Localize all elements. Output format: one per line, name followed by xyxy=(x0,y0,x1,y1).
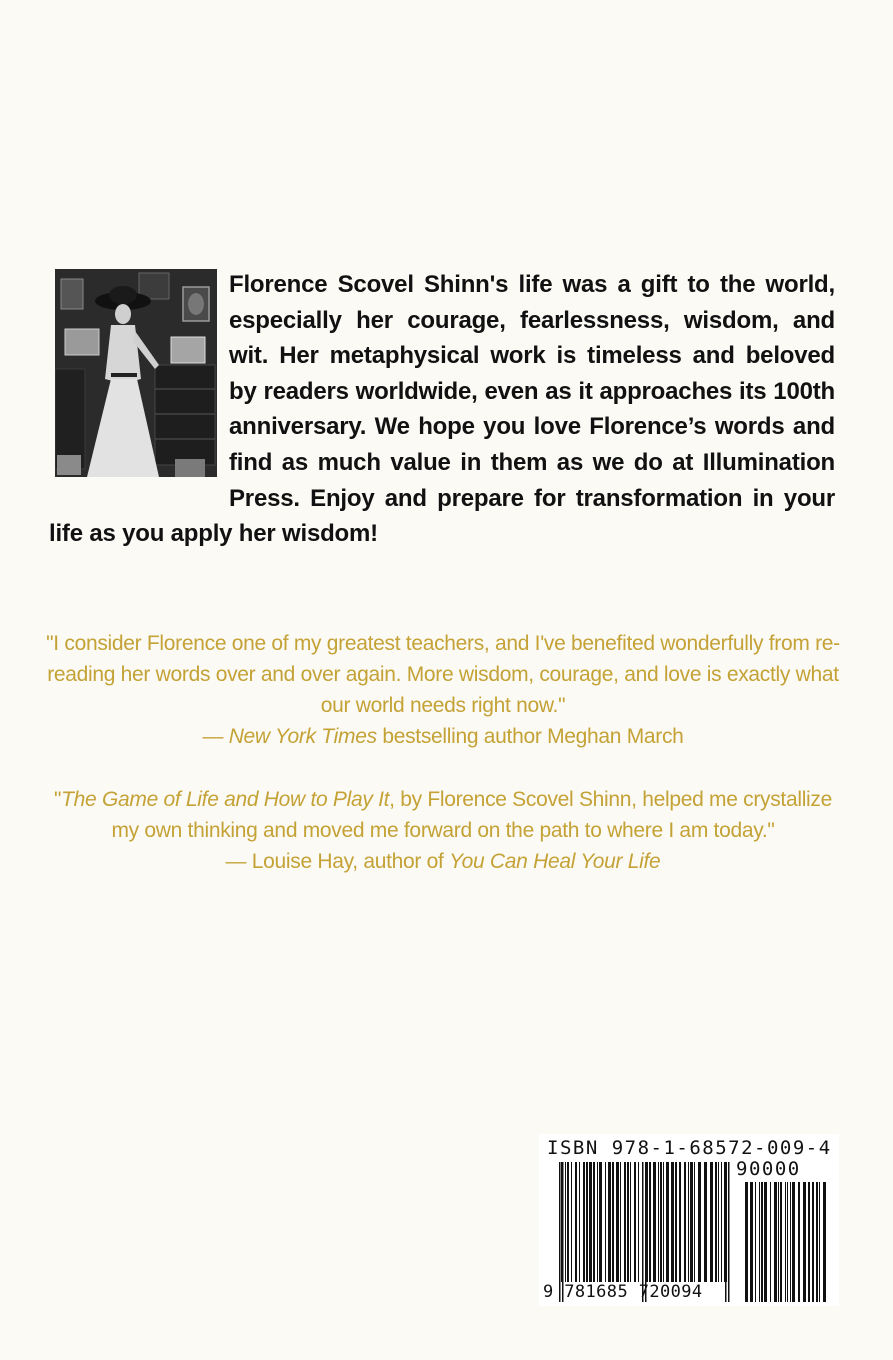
barcode-bar xyxy=(759,1182,760,1302)
barcode-bar xyxy=(698,1162,701,1282)
barcode-bar xyxy=(816,1182,818,1302)
barcode-bar xyxy=(750,1182,753,1302)
barcode-bar xyxy=(571,1162,572,1282)
barcode-bar xyxy=(663,1162,664,1282)
barcode-bar xyxy=(671,1162,674,1282)
barcode-bar xyxy=(812,1182,814,1302)
quote-2-open: " xyxy=(53,788,62,811)
barcode-bar xyxy=(803,1182,806,1302)
barcode-bars-icon xyxy=(539,1134,839,1306)
quote-2-attribution xyxy=(40,846,846,877)
isbn-label: ISBN 978-1-68572-009-4 xyxy=(547,1137,832,1159)
barcode-bar xyxy=(624,1162,626,1282)
barcode-bar xyxy=(721,1162,722,1282)
barcode-bar xyxy=(770,1182,771,1302)
barcode-bar xyxy=(612,1162,614,1282)
barcode-bar xyxy=(575,1162,577,1282)
isbn-barcode xyxy=(539,1134,839,1306)
quote-2-author-book: You Can Heal Your Life xyxy=(449,850,661,873)
ean-digits: 9 781685 720094 xyxy=(543,1282,703,1302)
barcode-bar xyxy=(764,1182,767,1302)
barcode-guard-bar xyxy=(562,1162,564,1302)
barcode-bar xyxy=(565,1162,566,1282)
barcode-bar xyxy=(745,1182,748,1302)
barcode-bar xyxy=(567,1162,569,1282)
testimonial-quote-1 xyxy=(40,628,846,752)
barcode-bar xyxy=(605,1162,606,1282)
quote-2-body: , by Florence Scovel Shinn, helped me crystallize my own thinking and moved me forward on the path to where I am today." xyxy=(111,788,833,842)
barcode-bar xyxy=(593,1162,595,1282)
barcode-bar xyxy=(778,1182,779,1302)
barcode-bar xyxy=(780,1182,782,1302)
barcode-bar xyxy=(627,1162,629,1282)
barcode-bar xyxy=(597,1162,598,1282)
barcode-bar xyxy=(638,1162,639,1282)
barcode-bar xyxy=(658,1162,659,1282)
barcode-bar xyxy=(785,1182,786,1302)
barcode-guard-bar xyxy=(728,1162,730,1302)
barcode-bar xyxy=(718,1162,719,1282)
blurb-section xyxy=(49,267,835,552)
barcode-bar xyxy=(790,1182,791,1302)
barcode-bar xyxy=(710,1162,713,1282)
barcode-bar xyxy=(774,1182,777,1302)
barcode-guard-bar xyxy=(725,1162,727,1302)
barcode-bar xyxy=(819,1182,820,1302)
barcode-guard-bar xyxy=(645,1162,647,1302)
barcode-bar xyxy=(694,1162,695,1282)
quote-2-text xyxy=(40,784,846,846)
quote-1-dash: — xyxy=(202,725,229,748)
barcode-guard-bar xyxy=(559,1162,561,1302)
barcode-bar xyxy=(715,1162,717,1282)
barcode-bar xyxy=(666,1162,669,1282)
barcode-bar xyxy=(808,1182,810,1302)
barcode-bar xyxy=(823,1182,826,1302)
price-addon-label: 90000 xyxy=(736,1158,801,1180)
barcode-bar xyxy=(792,1182,795,1302)
barcode-bar xyxy=(653,1162,656,1282)
barcode-bar xyxy=(704,1162,707,1282)
barcode-bar xyxy=(589,1162,592,1282)
barcode-bar xyxy=(660,1162,662,1282)
barcode-bar xyxy=(761,1182,763,1302)
barcode-bar xyxy=(675,1162,677,1282)
portrait-photo-icon xyxy=(55,269,217,477)
barcode-bar xyxy=(755,1182,756,1302)
barcode-bar xyxy=(583,1162,585,1282)
barcode-bar xyxy=(608,1162,611,1282)
author-portrait-photo xyxy=(55,269,217,477)
quote-1-text: "I consider Florence one of my greatest teachers, and I've benefited wonderfully from re-reading her words over and over again. More wisdom, courage, and love is exactly what our world needs right now." xyxy=(46,632,840,717)
barcode-guard-bar xyxy=(642,1162,644,1302)
description-paragraph: Florence Scovel Shinn's life was a gift to the world, especially her courage, fearlessness, wisdom, and wit. Her metaphysical work is timeless and beloved by readers worldwide, even as it approaches its 100th anniversary. We hope you love Florence’s words and find as much value in them as we do at Illumination Press. Enjoy and prepare for transformation in your life as you apply her wisdom! xyxy=(49,271,835,548)
barcode-bar xyxy=(679,1162,681,1282)
barcode-bar xyxy=(579,1162,580,1282)
quote-1-publication: New York Times xyxy=(228,725,377,748)
barcode-bar xyxy=(634,1162,636,1282)
barcode-bar xyxy=(690,1162,693,1282)
barcode-bar xyxy=(688,1162,689,1282)
quote-1-attribution xyxy=(40,721,846,752)
barcode-bar xyxy=(798,1182,800,1302)
barcode-bar xyxy=(620,1162,621,1282)
barcode-bar xyxy=(586,1162,588,1282)
barcode-bar xyxy=(616,1162,619,1282)
barcode-bar xyxy=(684,1162,686,1282)
barcode-bar xyxy=(599,1162,602,1282)
testimonial-quote-2 xyxy=(40,784,846,877)
barcode-bar xyxy=(630,1162,631,1282)
barcode-bar xyxy=(787,1182,788,1302)
quote-2-author: — Louise Hay, author of xyxy=(225,850,450,873)
quote-2-book-title: The Game of Life and How to Play It xyxy=(61,788,390,811)
quote-1-author: bestselling author Meghan March xyxy=(376,725,684,748)
barcode-bar xyxy=(649,1162,651,1282)
